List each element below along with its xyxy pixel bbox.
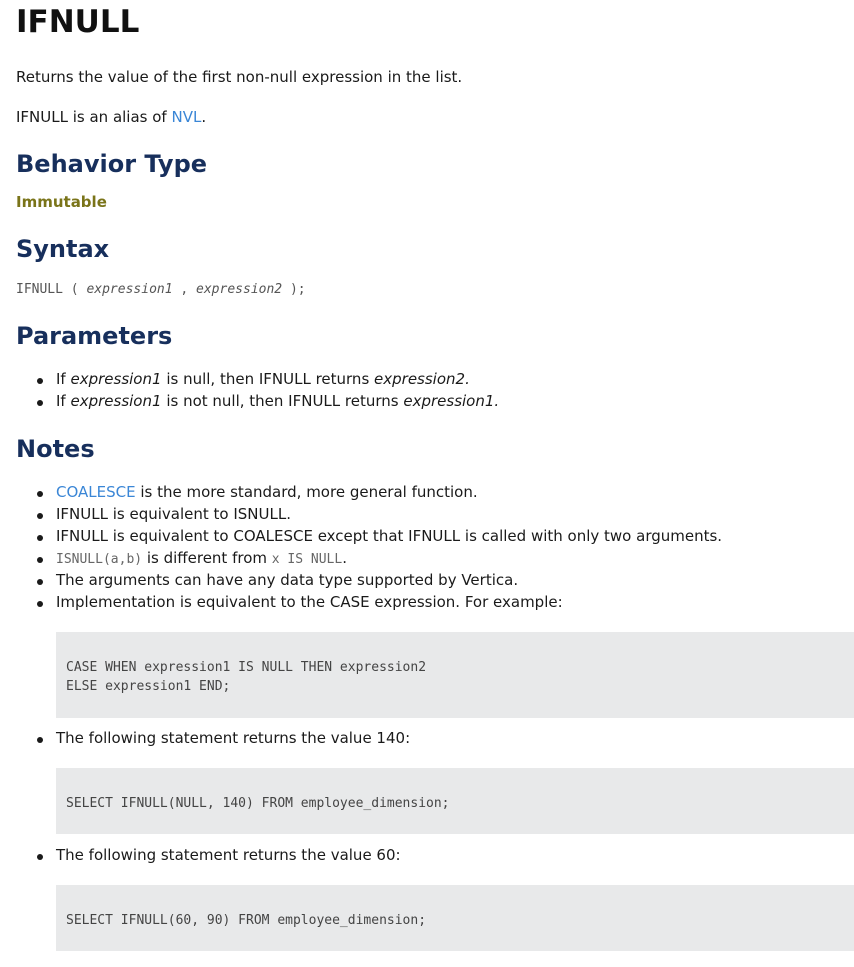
syntax-close: ); xyxy=(282,282,306,297)
syntax-arg1: expression1 xyxy=(86,282,173,297)
syntax-open: ( xyxy=(62,282,87,297)
note-coalesce-equiv: IFNULL is equivalent to COALESCE except that IFNULL is called with only two arguments. xyxy=(56,527,723,545)
behavior-value: Immutable xyxy=(16,193,107,211)
code-block-example-140: SELECT IFNULL(NULL, 140) FROM employee_dimension; xyxy=(56,768,854,834)
note-data-types: The arguments can have any data type supported by Vertica. xyxy=(56,571,519,589)
note-case-expression: Implementation is equivalent to the CASE expression. For example: xyxy=(56,593,563,611)
page-title: IFNULL xyxy=(16,4,140,40)
parameters-heading: Parameters xyxy=(16,322,173,350)
syntax-line xyxy=(16,282,306,297)
alias-suffix: . xyxy=(201,108,207,126)
note-coalesce: COALESCE is the more standard, more general function. xyxy=(56,483,478,501)
behavior-heading: Behavior Type xyxy=(16,150,208,178)
syntax-func: IFNULL xyxy=(16,282,63,297)
inline-code-isnull-expr: x IS NULL xyxy=(271,552,343,567)
nvl-link[interactable]: NVL xyxy=(171,108,202,126)
alias-text xyxy=(16,108,206,126)
syntax-sep: , xyxy=(172,282,197,297)
inline-code-isnull: ISNULL(a,b) xyxy=(56,552,143,567)
parameter-item: If expression1 is not null, then IFNULL returns expression1. xyxy=(56,392,500,410)
code-block-case: CASE WHEN expression1 IS NULL THEN expression2 ELSE expression1 END; xyxy=(56,632,854,718)
note-isnull: IFNULL is equivalent to ISNULL. xyxy=(56,505,291,523)
note-example-140: The following statement returns the value 140: xyxy=(56,729,411,747)
intro-text: Returns the value of the first non-null expression in the list. xyxy=(16,68,463,86)
parameter-item: If expression1 is null, then IFNULL returns expression2. xyxy=(56,370,470,388)
note-example-60: The following statement returns the value 60: xyxy=(56,846,401,864)
note-isnull-diff: ISNULL(a,b) is different from x IS NULL. xyxy=(56,549,347,567)
syntax-heading: Syntax xyxy=(16,235,110,263)
syntax-arg2: expression2 xyxy=(196,282,283,297)
code-block-example-60: SELECT IFNULL(60, 90) FROM employee_dimension; xyxy=(56,885,854,951)
notes-heading: Notes xyxy=(16,435,95,463)
alias-prefix: IFNULL is an alias of xyxy=(16,108,172,126)
coalesce-link[interactable]: COALESCE xyxy=(56,483,136,501)
